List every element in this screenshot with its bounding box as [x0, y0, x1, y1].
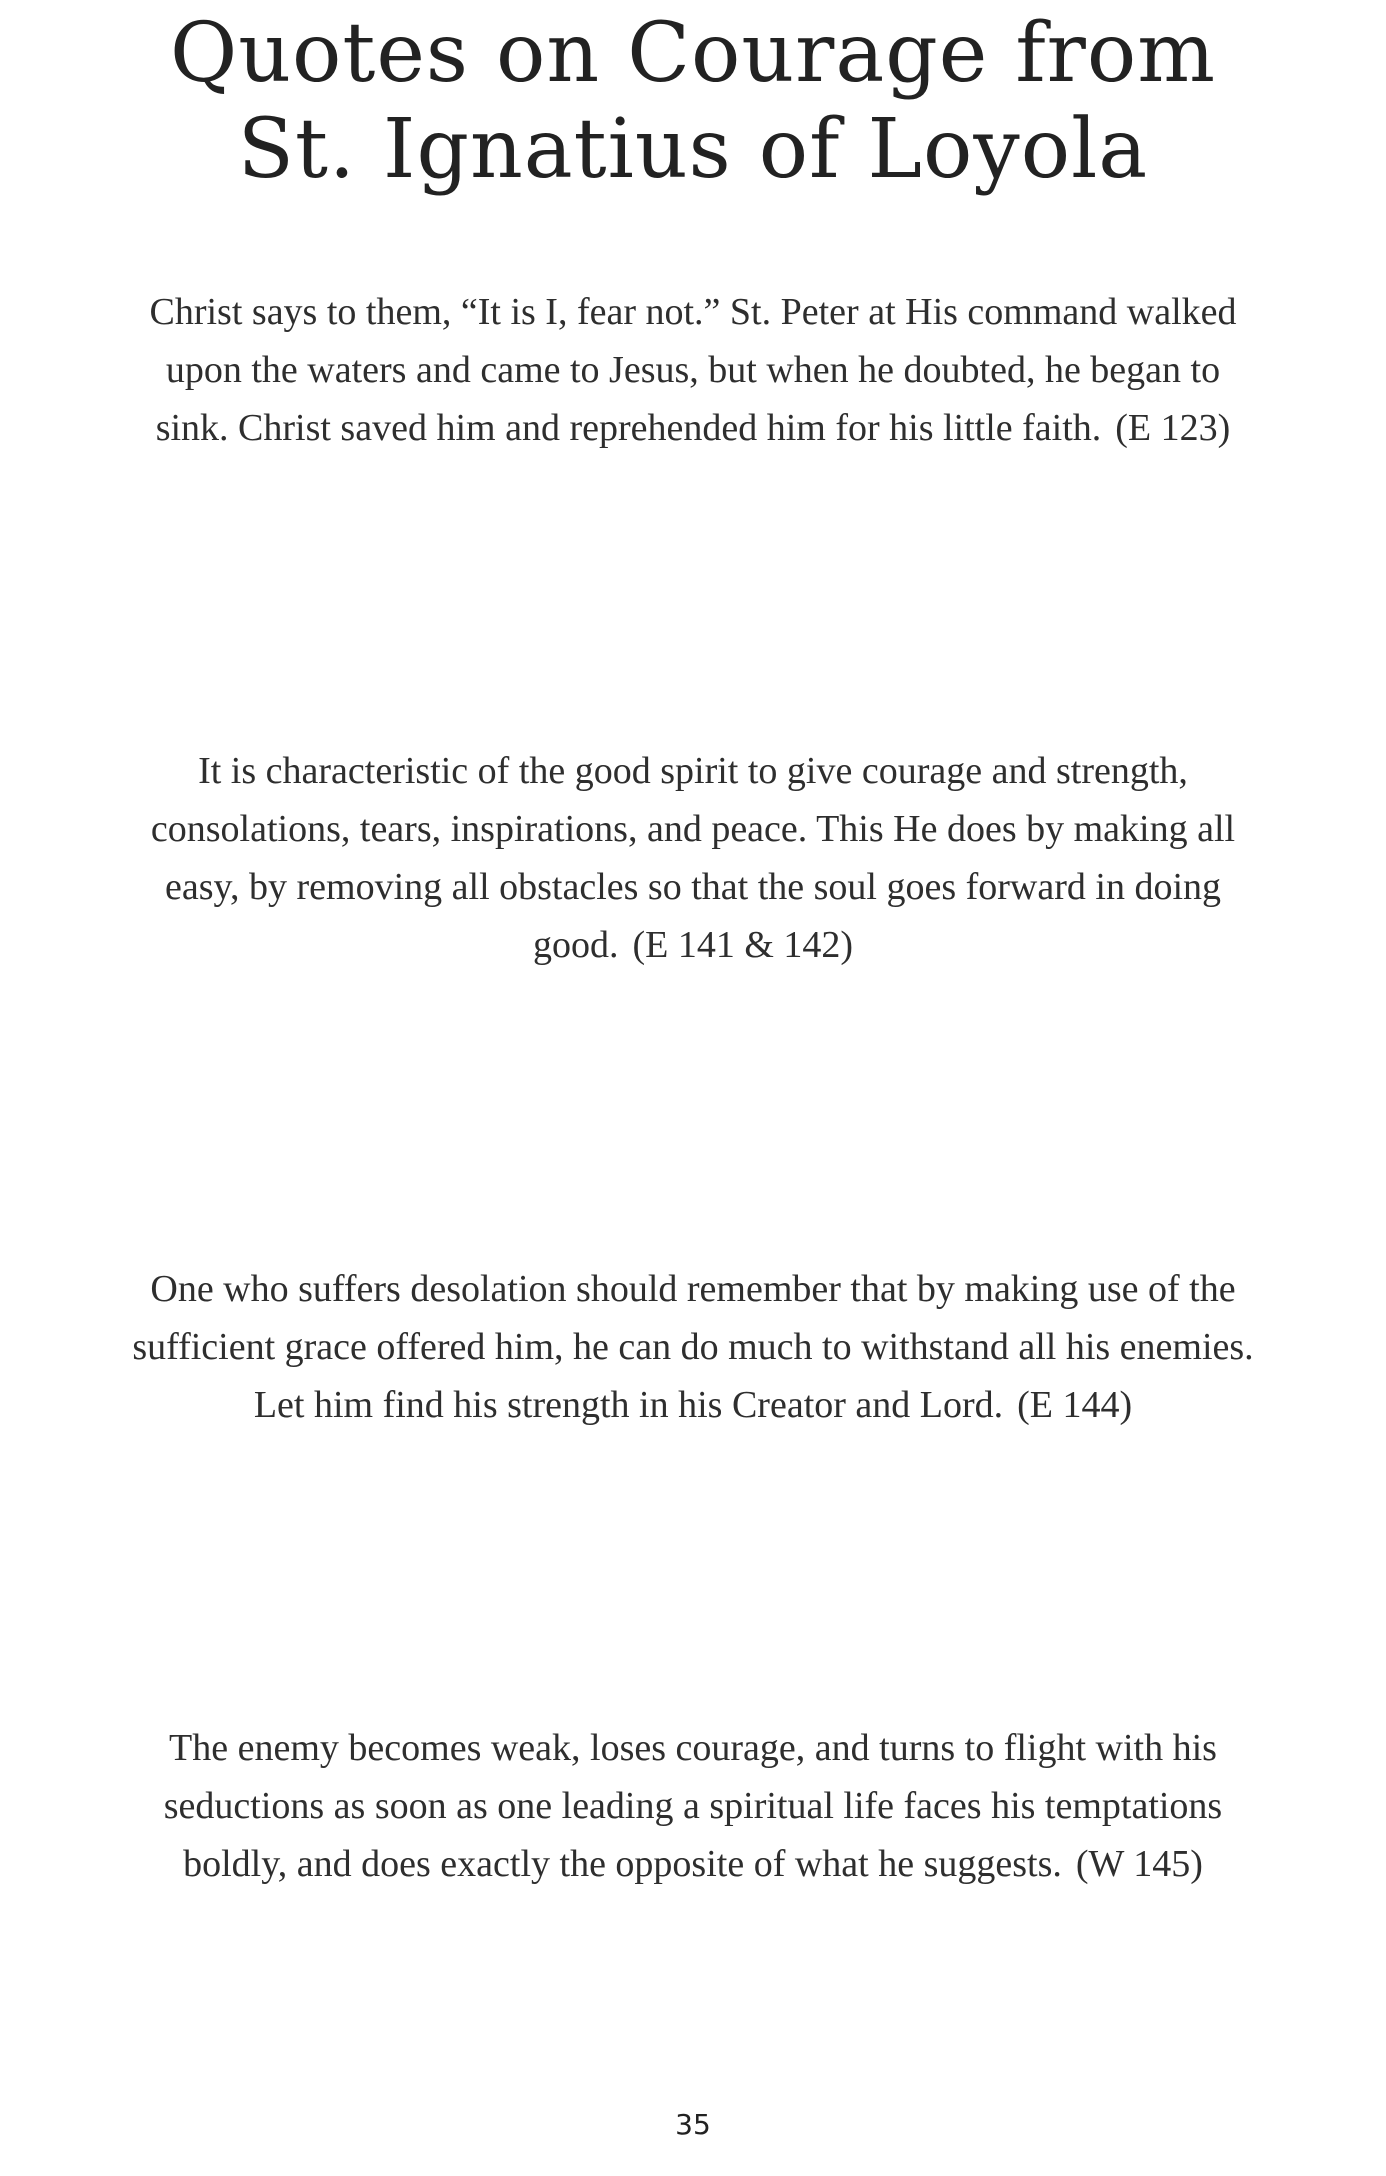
title-line-2: St. Ignatius of Loyola — [237, 102, 1149, 197]
quote-text: sink. Christ saved him and reprehended him for his little faith. — [155, 407, 1102, 449]
quote-reference: (E 144) — [1017, 1384, 1133, 1426]
quote-line: One who suffers desolation should remember that by making use of the — [150, 1268, 1236, 1310]
quote-reference: (W 145) — [1075, 1843, 1203, 1885]
quote-line: easy, by removing all obstacles so that the soul goes forward in doing — [164, 866, 1222, 908]
quote-1 — [0, 283, 1386, 457]
page-number: 35 — [675, 2108, 711, 2141]
quote-line — [0, 1376, 1386, 1434]
quote-line: consolations, tears, inspirations, and peace. This He does by making all — [150, 808, 1236, 850]
quote-4 — [0, 1719, 1386, 1893]
quote-line: sufficient grace offered him, he can do much to withstand all his enemies. — [132, 1326, 1254, 1368]
quote-line: seductions as soon as one leading a spiritual life faces his temptations — [163, 1785, 1223, 1827]
quote-3 — [0, 1260, 1386, 1434]
quote-reference: (E 141 & 142) — [632, 924, 854, 966]
quote-text: boldly, and does exactly the opposite of what he suggests. — [183, 1843, 1062, 1885]
quote-line — [0, 1835, 1386, 1893]
quote-2 — [0, 742, 1386, 974]
quote-line: Christ says to them, “It is I, fear not.” St. Peter at His command walked — [149, 291, 1237, 333]
quote-line: The enemy becomes weak, loses courage, and turns to flight with his — [169, 1727, 1217, 1769]
quote-text: good. — [532, 924, 619, 966]
quote-text: Let him find his strength in his Creator and Lord. — [253, 1384, 1004, 1426]
quote-line — [0, 399, 1386, 457]
title-line-1: Quotes on Courage from — [169, 6, 1217, 101]
quote-line — [0, 916, 1386, 974]
page-title — [0, 0, 1386, 198]
quote-reference: (E 123) — [1115, 407, 1231, 449]
quote-line: upon the waters and came to Jesus, but when he doubted, he began to — [165, 349, 1221, 391]
quote-line: It is characteristic of the good spirit to give courage and strength, — [198, 750, 1188, 792]
